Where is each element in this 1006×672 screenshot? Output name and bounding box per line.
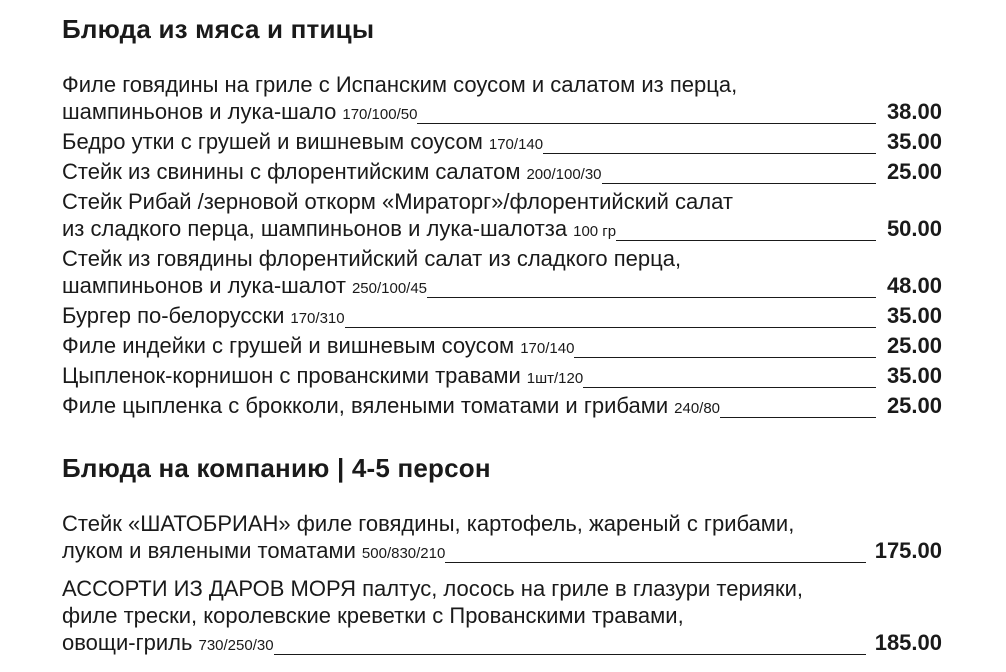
- dish-name: Бургер по-белорусски: [62, 303, 285, 328]
- dish-name: шампиньонов и лука-шало: [62, 99, 337, 124]
- menu-item: [62, 158, 942, 188]
- menu-item: [62, 362, 942, 392]
- dish-weight: 170/140: [488, 136, 544, 153]
- dish-price: 25.00: [886, 393, 942, 418]
- menu-item: [62, 575, 942, 659]
- dish-name: Цыпленок-корнишон с прованскими травами: [62, 363, 521, 388]
- dish-weight: 100 гр: [573, 223, 617, 240]
- dish-description-line: Стейк «ШАТОБРИАН» филе говядины, картофель, жареный с грибами,: [62, 511, 795, 536]
- menu-item: [62, 510, 942, 567]
- dotted-leader: [417, 122, 876, 124]
- dish-name: Филе индейки с грушей и вишневым соусом: [62, 333, 515, 358]
- menu-item: [62, 188, 942, 245]
- menu-item: [62, 71, 942, 128]
- menu-item: [62, 245, 942, 302]
- dish-name: Бедро утки с грушей и вишневым соусом: [62, 129, 483, 154]
- dish-price-line: [62, 272, 942, 302]
- dotted-leader: [445, 561, 866, 563]
- dotted-leader: [574, 356, 876, 358]
- dish-weight: 240/80: [674, 400, 721, 417]
- menu-item: [62, 302, 942, 332]
- dish-price-line: [62, 128, 942, 158]
- dish-price: 35.00: [886, 303, 942, 328]
- dish-name: овощи-гриль: [62, 630, 193, 655]
- dish-weight: 1шт/120: [526, 370, 584, 387]
- menu-item: [62, 128, 942, 158]
- menu-item: [62, 392, 942, 422]
- dotted-leader: [427, 296, 876, 298]
- dotted-leader: [583, 386, 876, 388]
- dotted-leader: [720, 416, 876, 418]
- dish-price: 50.00: [886, 216, 942, 241]
- dotted-leader: [345, 326, 876, 328]
- dish-name: луком и вялеными томатами: [62, 538, 356, 563]
- menu-page: [62, 0, 942, 659]
- dish-description-line: Стейк Рибай /зерновой откорм «Мираторг»/флорентийский салат: [62, 189, 733, 214]
- section-title: Блюда на компанию | 4-5 персон: [62, 453, 491, 483]
- dotted-leader: [616, 239, 876, 241]
- dish-price-line: [62, 629, 942, 659]
- dish-price-line: [62, 537, 942, 567]
- dish-description-line: Стейк из говядины флорентийский салат из сладкого перца,: [62, 246, 682, 271]
- dish-price: 185.00: [874, 630, 942, 655]
- dish-name: из сладкого перца, шампиньонов и лука-шалотза: [62, 216, 568, 241]
- dish-price-line: [62, 98, 942, 128]
- dish-weight: 730/250/30: [198, 637, 274, 654]
- menu-items: [62, 71, 942, 422]
- section-company-dishes: [62, 453, 942, 659]
- dish-weight: 250/100/45: [351, 280, 428, 297]
- dish-price: 38.00: [886, 99, 942, 124]
- dish-price-line: [62, 302, 942, 332]
- section-title: Блюда из мяса и птицы: [62, 14, 375, 44]
- menu-item: [62, 332, 942, 362]
- dotted-leader: [274, 653, 866, 655]
- dish-name: шампиньонов и лука-шалот: [62, 273, 346, 298]
- dish-price: 35.00: [886, 129, 942, 154]
- dotted-leader: [602, 182, 876, 184]
- dish-name: Стейк из свинины с флорентийским салатом: [62, 159, 521, 184]
- dish-price: 25.00: [886, 159, 942, 184]
- dish-price: 35.00: [886, 363, 942, 388]
- dish-price-line: [62, 392, 942, 422]
- dish-name: Филе цыпленка с брокколи, вялеными томатами и грибами: [62, 393, 669, 418]
- dish-weight: 170/140: [520, 340, 575, 357]
- section-meat-poultry: [62, 0, 942, 422]
- dish-description-line: Филе говядины на гриле с Испанским соусом и салатом из перца,: [62, 72, 738, 97]
- dish-description-line: филе трески, королевские креветки с Прованскими травами,: [62, 603, 684, 628]
- dish-weight: 500/830/210: [361, 545, 446, 562]
- menu-items: [62, 510, 942, 659]
- dish-weight: 170/100/50: [342, 106, 418, 123]
- dish-price: 25.00: [886, 333, 942, 358]
- dish-price-line: [62, 362, 942, 392]
- dish-description-line: АССОРТИ ИЗ ДАРОВ МОРЯ палтус, лосось на гриле в глазури терияки,: [62, 576, 803, 601]
- dish-weight: 170/310: [290, 310, 345, 327]
- dish-price-line: [62, 215, 942, 245]
- dotted-leader: [543, 152, 876, 154]
- dish-price-line: [62, 332, 942, 362]
- dish-weight: 200/100/30: [526, 166, 602, 183]
- dish-price: 48.00: [886, 273, 942, 298]
- dish-price-line: [62, 158, 942, 188]
- dish-price: 175.00: [874, 538, 942, 563]
